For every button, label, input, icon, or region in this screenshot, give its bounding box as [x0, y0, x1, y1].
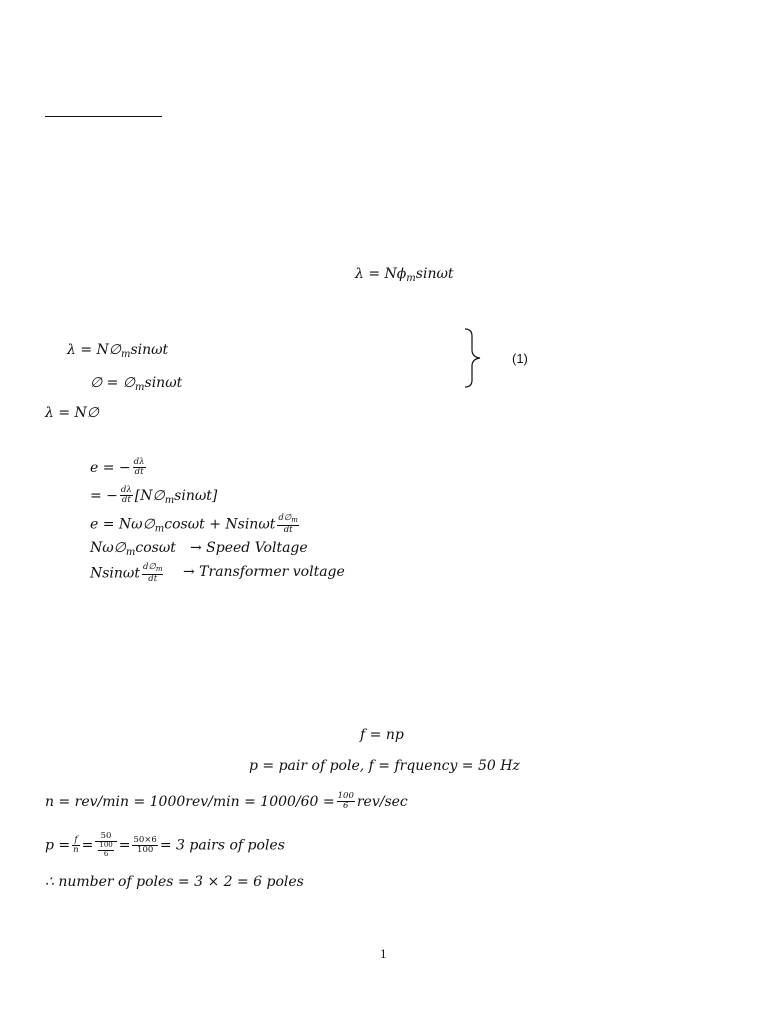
equation-number: (1): [512, 351, 528, 366]
emf-expansion: = − $\frac{d\lambda}{dt}$ $[N\emptyset_m\sin\omega t]$: [90, 485, 218, 506]
flux-equation: ∅ = $\emptyset_m\sin\omega t$: [90, 375, 183, 393]
number-of-poles-conclusion: ∴ number of poles = 3 × 2 = 6 poles: [45, 874, 304, 890]
heading-underline: [45, 116, 162, 117]
flux-linkage-equation: $\lambda = N\emptyset_m\sin\omega t$: [67, 342, 169, 360]
pole-frequency-definition: p = pair of pole, f = frquency = 50 Hz: [249, 758, 520, 774]
speed-voltage-label: → Speed Voltage: [190, 540, 308, 556]
fraction-dphi-dt: $\frac{d\emptyset_m}{dt}$: [278, 513, 298, 535]
fraction-50-over-100-6: $\frac{50}{\frac{100}{6}}$: [95, 832, 116, 859]
flux-linkage-relation: λ = N∅: [45, 405, 99, 421]
right-brace: [462, 328, 486, 388]
emf-equation: e = − $\frac{d\lambda}{dt}$: [90, 457, 145, 478]
speed-voltage-term: $N\omega\emptyset_m\cos\omega t$: [90, 540, 176, 558]
page-number: 1: [380, 946, 387, 961]
pole-pairs-calculation: p = $\frac{f}{n}$ = $\frac{50}{\frac{100}{6}}$ = $\frac{50\times 6}{100}$ = 3 pairs of poles: [45, 831, 285, 859]
frequency-equation: f = np: [360, 727, 404, 743]
fraction-dphi-dt: $\frac{d\emptyset_m}{dt}$: [142, 562, 163, 584]
fraction-dlambda-dt: $\frac{d\lambda}{dt}$: [120, 485, 132, 506]
fraction-dlambda-dt: $\frac{d\lambda}{dt}$: [133, 457, 145, 478]
fraction-100-over-6-small: $\frac{100}{6}$: [99, 841, 113, 859]
transformer-voltage-label: → Transformer voltage: [183, 564, 345, 580]
flux-linkage-equation-centered: $\lambda = N\phi_m\sin\omega t$: [355, 266, 454, 284]
fraction-100-over-6: $\frac{100}{6}$: [337, 791, 354, 812]
fraction-50x6-over-100: $\frac{50\times 6}{100}$: [133, 834, 157, 855]
emf-product-rule: $e = N\omega\emptyset_m\cos\omega t + Nsin\omega t$ $\frac{d\emptyset_m}{dt}$: [90, 513, 298, 535]
transformer-voltage-term: Nsinωt $\frac{d\emptyset_m}{dt}$: [90, 562, 163, 584]
fraction-f-over-n: $\frac{f}{n}$: [73, 834, 79, 855]
speed-definition: n = rev/min = 1000rev/min = 1000/60 = $\frac{100}{6}$ rev/sec: [45, 791, 408, 812]
